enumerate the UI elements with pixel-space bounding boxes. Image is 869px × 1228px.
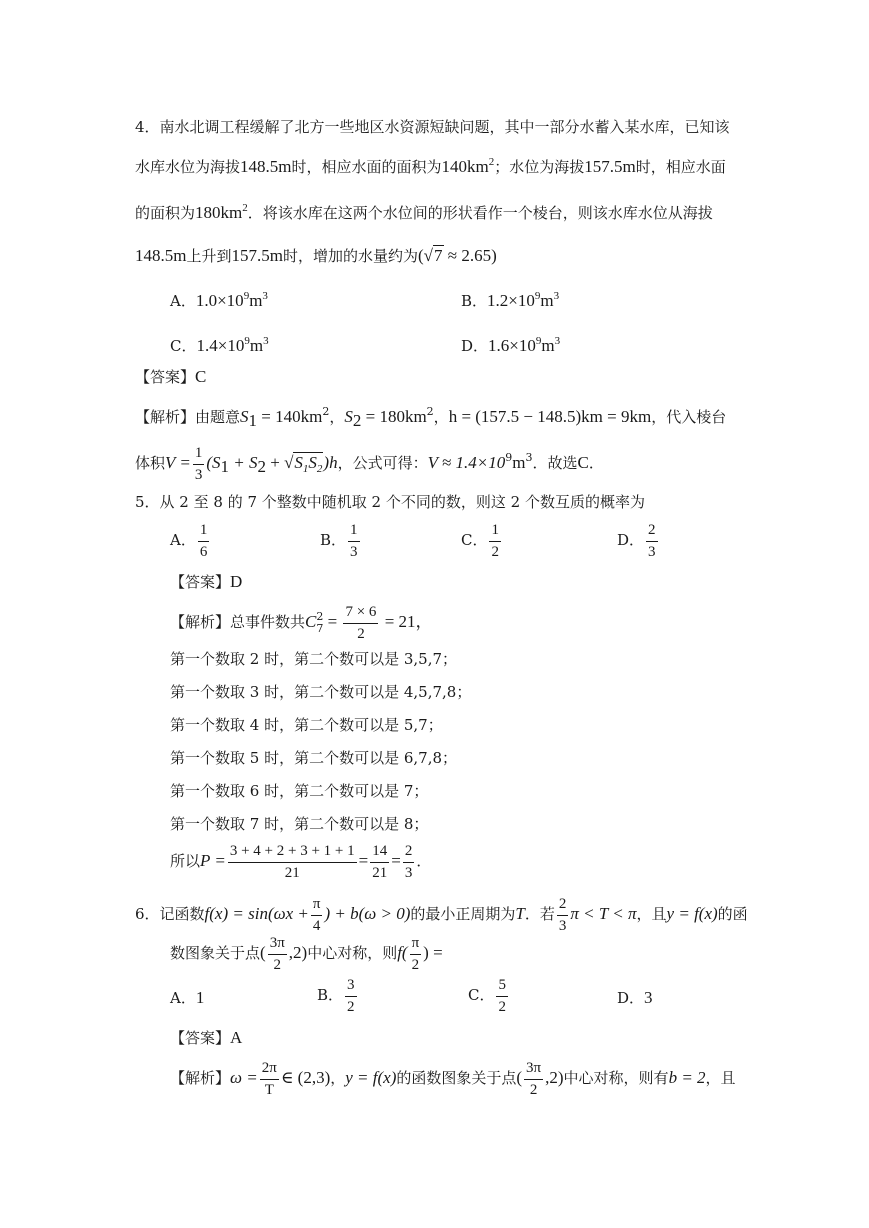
exponent: 9 [243, 290, 250, 302]
unit: m [541, 336, 555, 355]
numerator: 2 [403, 843, 415, 863]
math-value: = 180km [361, 407, 427, 426]
denominator: 3 [648, 543, 656, 560]
math-expr: ) + b(ω > 0) [324, 904, 411, 923]
q6-stem-line-1 [135, 896, 748, 934]
option-value: 1 [195, 988, 205, 1007]
exponent: 9 [534, 290, 541, 302]
q6-text: 的函 [717, 905, 748, 923]
denominator: T [264, 1081, 274, 1098]
analysis-text: 所以 [170, 852, 201, 870]
q6-text: ．若 [524, 905, 555, 923]
unit: m [540, 291, 554, 310]
q4-value-text: 140km [441, 157, 489, 176]
numerator: 3π [524, 1060, 543, 1080]
answer-label: 【答案】 [170, 1029, 231, 1047]
math-var: T [515, 904, 525, 923]
analysis-text: ． [416, 852, 432, 870]
analysis-text: ， [433, 408, 449, 426]
option-value-text: 1.0×10 [195, 291, 244, 310]
q6-text: 的最小正周期为 [410, 905, 516, 923]
option-value: 3 [644, 988, 653, 1007]
equals: = [358, 851, 369, 870]
q6-text: 数图象关于点 [170, 944, 261, 962]
option-value-text: 1.6×10 [488, 336, 536, 355]
unit: m [249, 336, 264, 355]
numerator: 2π [260, 1060, 279, 1080]
analysis-label: 【解析】 [135, 408, 196, 426]
analysis-text: ， [330, 1069, 346, 1087]
math-value: = 140km [257, 407, 323, 426]
fraction [489, 522, 501, 560]
exponent: 3 [263, 335, 269, 347]
sqrt-expr: $√S_1S_2$ [284, 453, 323, 475]
option-label: B． [320, 531, 347, 549]
q4-text: 水库水位为海拔 [135, 158, 241, 176]
subscript: 2 [352, 411, 362, 430]
fraction [198, 522, 210, 560]
option-value [196, 291, 268, 310]
fraction [646, 522, 658, 560]
option-label: A． [170, 292, 196, 310]
denominator: 3 [350, 543, 358, 560]
numerator: 3 [345, 977, 357, 997]
q4-analysis-line-2 [135, 445, 604, 483]
math-expr: )h [323, 453, 338, 472]
case-text: 第一个数取 7 时，第二个数可以是 8； [170, 815, 429, 833]
fraction [193, 445, 205, 483]
fraction [524, 1060, 543, 1098]
q4-option-c [170, 337, 269, 354]
fraction [311, 896, 323, 934]
q6-option-b [317, 977, 359, 1015]
exponent: 2 [322, 405, 330, 418]
q4-stem-text: 4．南水北调工程缓解了北方一些地区水资源短缺问题，其中一部分水蓄入某水库，已知该 [135, 118, 730, 136]
option-value [488, 336, 560, 355]
option-value [487, 291, 559, 310]
option-label: C． [461, 531, 488, 549]
analysis-text: ， [329, 408, 345, 426]
math-expr: ∈ (2,3) [280, 1068, 331, 1087]
math-expr: V = [165, 453, 191, 472]
exponent: 9 [505, 451, 513, 464]
fraction [403, 843, 415, 881]
fraction [228, 843, 357, 881]
q5-analysis-case [170, 685, 471, 700]
fraction [268, 935, 287, 973]
option-label: D． [617, 531, 645, 549]
option-value [196, 336, 268, 355]
case-text: 第一个数取 6 时，第二个数可以是 7； [170, 782, 429, 800]
answer-value: A [230, 1028, 243, 1047]
fraction [496, 977, 508, 1015]
answer-value: D [230, 572, 243, 591]
answer-label: 【答案】 [170, 573, 231, 591]
q5-answer [170, 573, 242, 590]
superscript: 2 [316, 609, 324, 623]
q4-approx: (√7 ≈ 2.65) [418, 246, 497, 265]
analysis-text: 由题意 [195, 408, 241, 426]
denominator: 4 [312, 917, 321, 934]
fraction [557, 896, 569, 934]
q4-value: 148.5m [240, 157, 292, 176]
q4-text: ．将该水库在这两个水位间的形状看作一个棱台，则该水库水位从海拔 [247, 204, 713, 222]
subscript: 1 [248, 411, 258, 430]
case-text: 第一个数取 5 时，第二个数可以是 6,7,8； [170, 749, 458, 767]
numerator: π [311, 896, 323, 916]
numerator: 7 × 6 [343, 604, 378, 624]
case-text: 第一个数取 2 时，第二个数可以是 3,5,7； [170, 650, 458, 668]
numerator: 5 [496, 977, 508, 997]
math-var: S [294, 453, 303, 472]
math-value: = 21， [380, 612, 433, 631]
q5-stem-text: 5．从 2 至 8 的 7 个整数中随机取 2 个不同的数，则这 2 个数互质的概率为 [135, 493, 645, 511]
subscript: 7 [316, 622, 324, 635]
option-label: A． [170, 989, 196, 1007]
numerator: 2 [557, 896, 569, 916]
math-var: S [308, 453, 317, 472]
denominator: 2 [491, 543, 499, 560]
q4-stem-line-1 [135, 120, 730, 135]
answer-value: C [195, 367, 207, 386]
subscript: 2 [316, 463, 323, 475]
math-expr: f(x) = sin(ωx + [204, 904, 309, 923]
q6-analysis-line-1 [170, 1060, 736, 1098]
q5-probability [170, 843, 431, 881]
math-value: h = (157.5 − 148.5)km = 9km [448, 407, 652, 426]
q4-value [442, 157, 495, 176]
analysis-text: 体积 [135, 454, 166, 472]
exponent: 3 [553, 290, 560, 302]
q6-option-a [170, 989, 204, 1006]
case-text: 第一个数取 4 时，第二个数可以是 5,7； [170, 716, 443, 734]
fraction [348, 522, 360, 560]
q5-analysis-case [170, 718, 443, 733]
equals: = [391, 851, 401, 870]
q5-option-c [461, 522, 503, 560]
exponent: 2 [426, 405, 434, 418]
answer-label: 【答案】 [135, 368, 196, 386]
denominator: 6 [199, 543, 208, 560]
q5-option-a [170, 522, 211, 560]
q4-text: 上升到 [186, 247, 232, 265]
math-expr: y = f(x) [666, 904, 718, 923]
q4-text: 时，增加的水量约为 [282, 247, 418, 265]
q4-analysis-line-1 [135, 405, 727, 430]
q5-analysis-case [170, 784, 428, 799]
math-expr: ( [516, 1068, 523, 1087]
q4-value: 157.5m [231, 246, 283, 265]
math-var: S [240, 407, 249, 426]
math-expr: f( [397, 943, 408, 962]
analysis-text: ． [588, 454, 604, 472]
unit: m [512, 453, 526, 472]
option-label: C． [468, 986, 495, 1004]
q5-analysis-line-1: 【解析】总事件数共C 2 7 = $\frac{7 \times 6}{2}$ = 21， [170, 604, 433, 642]
denominator: 21 [372, 864, 388, 881]
q4-approx-value: ≈ 2.65) [443, 246, 497, 265]
numerator: 1 [489, 522, 501, 542]
q5-option-d [617, 522, 660, 560]
q4-paren: ( [418, 246, 424, 265]
fraction [260, 1060, 279, 1098]
numerator: 1 [193, 445, 205, 465]
math-expr: ,2) [545, 1068, 564, 1087]
fraction [410, 935, 422, 973]
option-label: A． [170, 531, 196, 549]
math-expr: V ≈ 1.4×10 [427, 453, 506, 472]
math-expr: + [265, 453, 285, 472]
q4-sqrt-arg: 7 [434, 246, 443, 265]
option-value-text: 1.2×10 [487, 291, 535, 310]
case-text: 第一个数取 3 时，第二个数可以是 4,5,7,8； [170, 683, 472, 701]
q5-option-b [320, 522, 362, 560]
denominator: 21 [284, 864, 300, 881]
q4-stem-line-3 [135, 204, 713, 221]
q4-text: ；水位为海拔 [494, 158, 585, 176]
math-expr: y = f(x) [345, 1068, 397, 1087]
numerator: π [410, 935, 422, 955]
option-label: B． [461, 292, 488, 310]
q4-option-b [461, 292, 559, 309]
analysis-label: 【解析】 [170, 1069, 231, 1087]
denominator: 3 [194, 466, 203, 483]
math-expr: π < T < π [570, 904, 637, 923]
math-expr: (S [206, 453, 221, 472]
q6-text: 6．记函数 [135, 905, 205, 923]
math-expr: b = 2 [668, 1068, 706, 1087]
q4-value-text: 180km [195, 203, 243, 222]
denominator: 3 [558, 917, 567, 934]
exponent: 3 [525, 451, 533, 464]
q4-exponent: 2 [488, 156, 495, 168]
q4-answer [135, 368, 206, 385]
q5-stem [135, 495, 645, 510]
math-expr: ) = [423, 943, 443, 962]
q6-option-d [617, 989, 653, 1006]
fraction [370, 843, 389, 881]
analysis-text: 的函数图象关于点 [396, 1069, 517, 1087]
denominator: 2 [529, 1081, 538, 1098]
q4-option-a [170, 292, 268, 309]
denominator: 3 [404, 864, 413, 881]
denominator: 2 [357, 625, 365, 642]
analysis-label: 【解析】 [170, 613, 231, 631]
option-label: D． [461, 337, 489, 355]
numerator: 1 [348, 522, 360, 542]
math-expr: P = [200, 851, 226, 870]
analysis-text: ．故选 [532, 454, 578, 472]
numerator: 1 [198, 522, 210, 542]
q5-analysis-case [170, 751, 457, 766]
option-value-text: 1.4×10 [196, 336, 245, 355]
q4-stem-line-4 [135, 247, 497, 264]
analysis-text: ，且 [705, 1069, 736, 1087]
exponent: 9 [535, 335, 542, 347]
math-var: S [344, 407, 353, 426]
exponent: 9 [244, 335, 250, 347]
numerator: 3 + 4 + 2 + 3 + 1 + 1 [228, 843, 357, 863]
analysis-text: 总事件数共 [230, 613, 306, 631]
option-label: B． [317, 986, 344, 1004]
math-expr: + S [229, 453, 258, 472]
q4-value [195, 203, 248, 222]
fraction [343, 604, 378, 642]
q4-option-d [461, 337, 560, 354]
subscript: 2 [257, 457, 266, 476]
analysis-text: 中心对称，则有 [563, 1069, 669, 1087]
q4-text: 时，相应水面的面积为 [291, 158, 442, 176]
option-label: C． [170, 337, 197, 355]
denominator: 2 [498, 998, 506, 1015]
math-value: C [577, 453, 589, 472]
unit: m [249, 291, 263, 310]
numerator: 14 [370, 843, 389, 863]
math-expr: ω = [230, 1068, 258, 1087]
q5-analysis-case [170, 652, 457, 667]
math-expr: ( [260, 943, 266, 962]
subscript: 1 [220, 457, 229, 476]
q4-value: 157.5m [584, 157, 636, 176]
q4-stem-line-2 [135, 158, 726, 175]
math-expr: ,2) [288, 943, 308, 962]
denominator: 2 [411, 956, 420, 973]
numerator: 2 [646, 522, 658, 542]
q4-text: 时，相应水面 [635, 158, 726, 176]
q4-value: 148.5m [135, 246, 187, 265]
sqrt-arg [293, 452, 323, 475]
exponent: 3 [554, 335, 561, 347]
q6-option-c [468, 977, 510, 1015]
exponent: 3 [262, 290, 268, 302]
option-label: D． [617, 989, 645, 1007]
math-var: C [305, 612, 317, 631]
numerator: 3π [268, 935, 287, 955]
subscript: 1 [302, 463, 309, 475]
denominator: 2 [273, 956, 281, 973]
q6-text: 中心对称，则 [307, 944, 398, 962]
q4-text: 的面积为 [135, 204, 196, 222]
q6-answer [170, 1029, 242, 1046]
analysis-text: ，公式可得： [337, 454, 428, 472]
analysis-text: ，代入棱台 [651, 408, 727, 426]
q6-text: ，且 [636, 905, 667, 923]
denominator: 2 [347, 998, 355, 1015]
fraction [345, 977, 357, 1015]
q6-stem-line-2 [170, 935, 443, 973]
q5-analysis-case [170, 817, 428, 832]
q4-exponent: 2 [242, 202, 248, 214]
